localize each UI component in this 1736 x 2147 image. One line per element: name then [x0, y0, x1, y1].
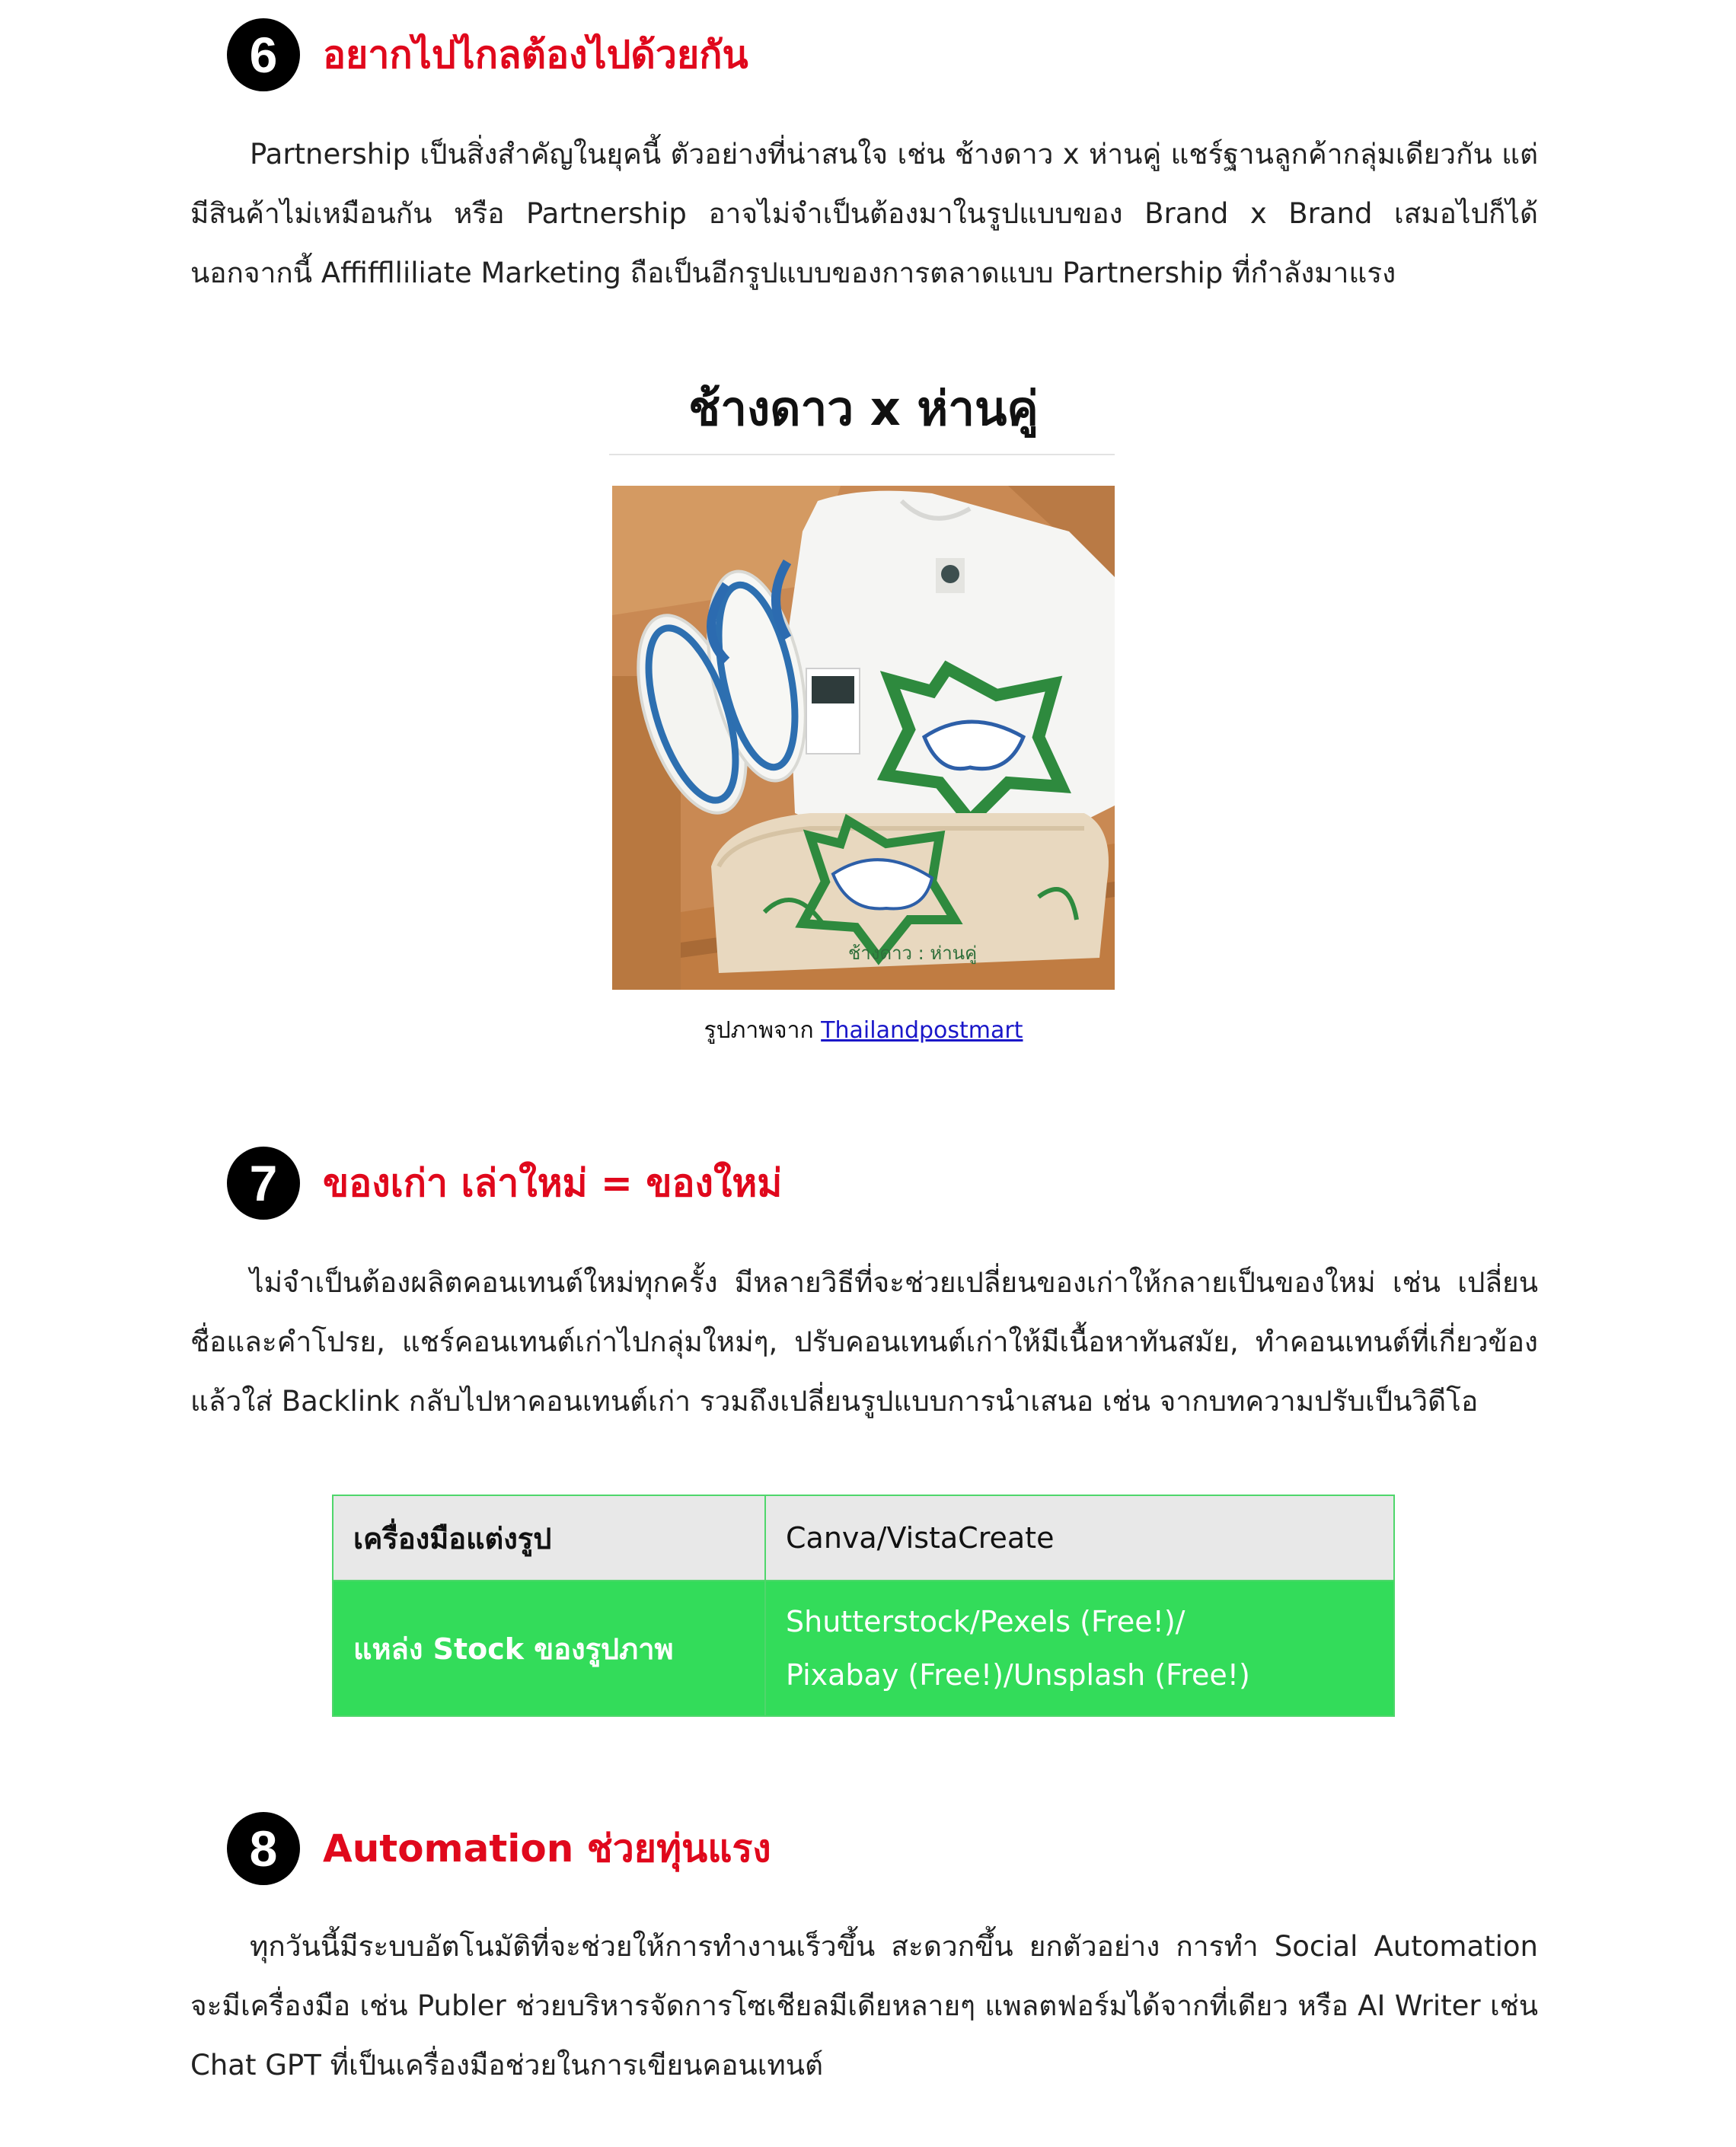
section-number-badge: 6: [227, 18, 300, 91]
tools-table: [332, 1495, 1395, 1717]
section-7-header: [227, 1147, 782, 1220]
section-8-paragraph: ทุกวันนี้มีระบบอัตโนมัติที่จะช่วยให้การทำงานเร็วขึ้น สะดวกขึ้น ยกตัวอย่าง การทำ Social Automation จะมีเครื่องมือ เช่น Publer ช่วยบริหารจัดการโซเชียลมีเดียหลายๆ แพลตฟอร์มได้จากที่เดียว หรือ AI Writer เช่น Chat GPT ที่เป็นเครื่องมือช่วยในการเขียนคอนเทนต์: [190, 1930, 1538, 2082]
image-title: ช้างดาว x ห่านคู่: [688, 381, 1039, 436]
table-cell-value-line: Shutterstock/Pexels (Free!)/: [786, 1605, 1186, 1638]
table-cell-value-line: Canva/VistaCreate: [786, 1521, 1055, 1555]
table-row: [333, 1581, 1394, 1716]
title-divider: [609, 454, 1115, 455]
caption-prefix: รูปภาพจาก: [704, 1017, 822, 1044]
product-photo: [612, 486, 1115, 990]
section-title: อยากไปไกลต้องไปด้วยกัน: [323, 33, 748, 77]
tote-print-text: ช้างดาว : ห่านคู่: [848, 943, 978, 964]
section-7-paragraph: ไม่จำเป็นต้องผลิตคอนเทนต์ใหม่ทุกครั้ง มีหลายวิธีที่จะช่วยเปลี่ยนของเก่าให้กลายเป็นของใหม่ เช่น เปลี่ยนชื่อและคำโปรย, แชร์คอนเทนต์เก่าไปกลุ่มใหม่ๆ, ปรับคอนเทนต์เก่าให้มีเนื้อหาทันสมัย, ทำคอนเทนต์ที่เกี่ยวข้องแล้วใส่ Backlink กลับไปหาคอนเทนต์เก่า รวมถึงเปลี่ยนรูปแบบการนำเสนอ เช่น จากบทความปรับเป็นวิดีโอ: [190, 1266, 1538, 1418]
section-title: ของเก่า เล่าใหม่ = ของใหม่: [323, 1161, 783, 1205]
section-number-badge: 7: [227, 1147, 300, 1220]
table-cell-value: [765, 1495, 1394, 1581]
table-cell-value: [765, 1581, 1394, 1716]
table-cell-label: เครื่องมือแต่งรูป: [333, 1495, 765, 1581]
table-row: [333, 1495, 1394, 1581]
source-link[interactable]: Thailandpostmart: [821, 1017, 1023, 1044]
photo-caption: [609, 1013, 1118, 1048]
section-8-header: [227, 1812, 771, 1885]
section-6-header: [227, 18, 748, 91]
table-cell-value-line: Pixabay (Free!)/Unsplash (Free!): [786, 1658, 1250, 1692]
section-number-badge: 8: [227, 1812, 300, 1885]
table-cell-label: แหล่ง Stock ของรูปภาพ: [333, 1581, 765, 1716]
section-6-paragraph: Partnership เป็นสิ่งสำคัญในยุคนี้ ตัวอย่างที่น่าสนใจ เช่น ช้างดาว x ห่านคู่ แชร์ฐานลูกค้ากลุ่มเดียวกัน แต่มีสินค้าไม่เหมือนกัน หรือ Partnership อาจไม่จำเป็นต้องมาในรูปแบบของ Brand x Brand เสมอไปก็ได้ นอกจากนี้ Affifflliliate Marketing ถือเป็นอีกรูปแบบของการตลาดแบบ Partnership ที่กำลังมาแรง: [190, 138, 1538, 289]
section-title: Automation ช่วยทุ่นแรง: [323, 1826, 771, 1871]
